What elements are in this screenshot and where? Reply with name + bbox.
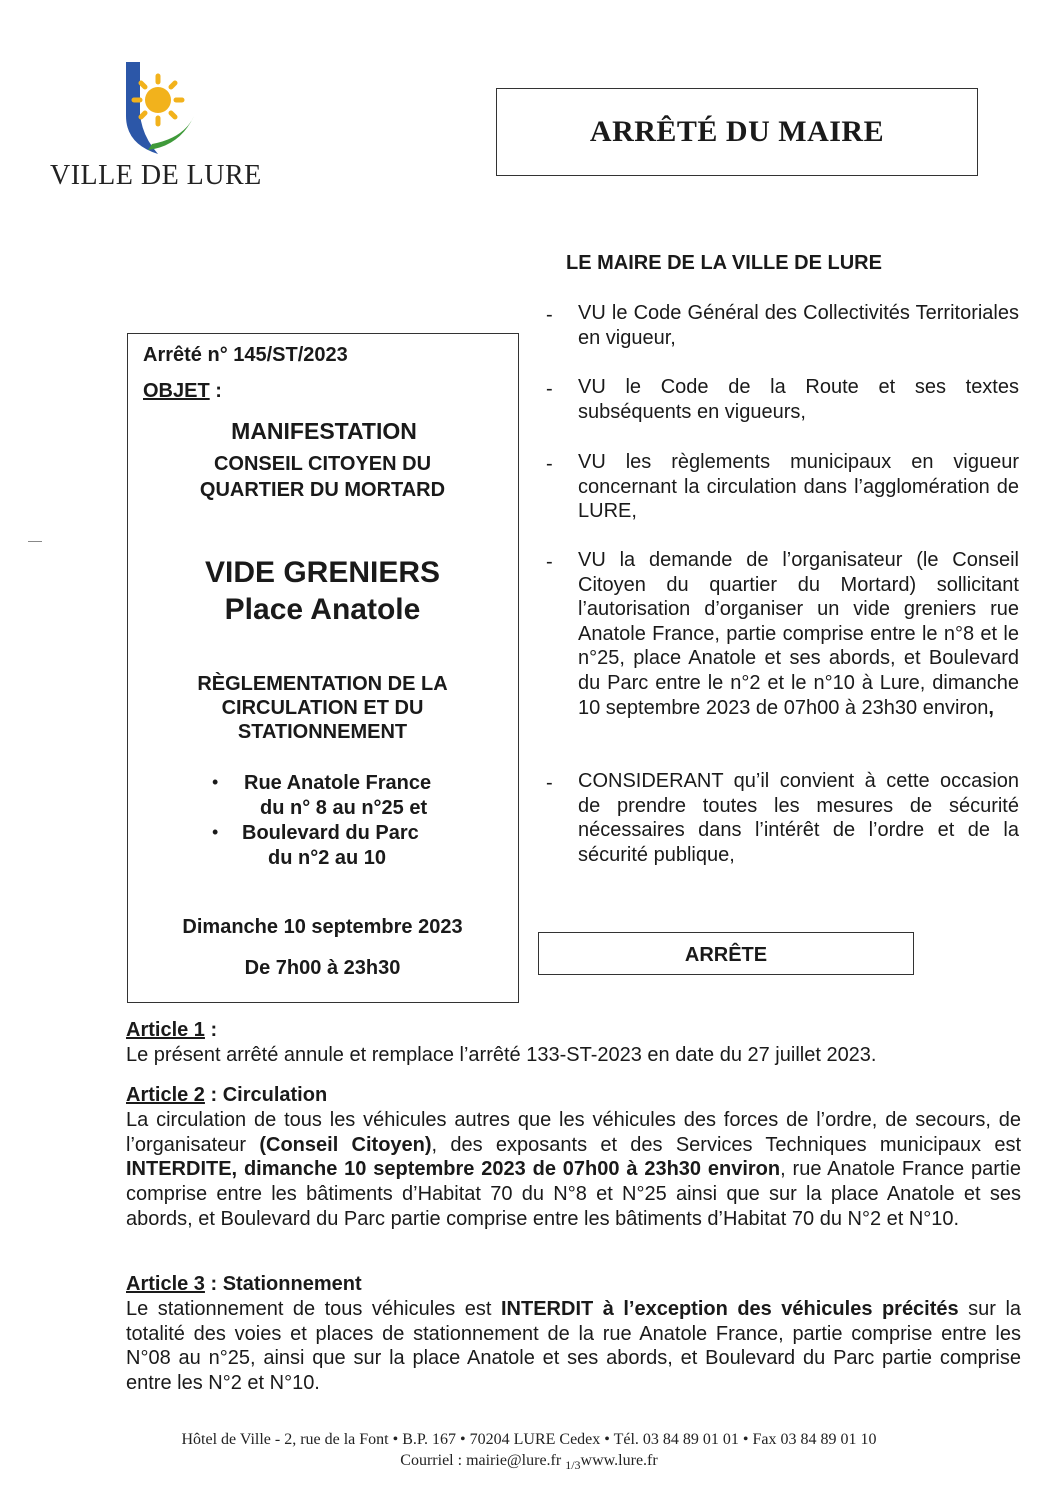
event-date: Dimanche 10 septembre 2023 <box>182 916 463 938</box>
consideration-1: VU le Code Général des Collectivités Territoriales en vigueur, <box>578 302 1019 349</box>
article-2-bold-organizer: (Conseil Citoyen) <box>259 1133 432 1156</box>
article-3 <box>126 1272 1021 1396</box>
article-3-title: : Stationnement <box>204 1273 362 1295</box>
event-name-line-1: VIDE GRENIERS <box>204 556 441 589</box>
event-hours: De 7h00 à 23h30 <box>244 957 401 979</box>
article-1 <box>126 1018 1021 1068</box>
street-2-line-1: Boulevard du Parc <box>242 822 419 844</box>
list-dash: - <box>546 453 553 475</box>
city-name: VILLE DE LURE <box>50 160 262 191</box>
regulation-line-2: CIRCULATION ET DU <box>221 697 424 719</box>
page-number: 1/3 <box>565 1458 581 1472</box>
list-dash: - <box>546 304 553 326</box>
objet-colon: : <box>209 380 222 402</box>
article-3-text-part: sur la totalité des voies et places de stationnement de la rue Anatole France, partie comprise entre les N°08 au n°25, ainsi que sur la place Anatole et ses abords, et Boulevard du Parc partie comprise entre les N°2 et N°10. <box>126 1297 1022 1395</box>
mayor-heading: LE MAIRE DE LA VILLE DE LURE <box>566 252 882 274</box>
article-3-heading <box>126 1272 1021 1297</box>
document-title-box <box>496 88 978 176</box>
organizer-line-2: QUARTIER DU MORTARD <box>199 479 446 501</box>
event-type: MANIFESTATION <box>231 418 417 444</box>
article-2-text-part: La circulation de tous les véhicules autres que les véhicules des forces de l’ordre, de secours, de l’organisateur <box>126 1108 1021 1156</box>
article-1-heading <box>126 1018 1021 1043</box>
article-2-title: : Circulation <box>204 1084 328 1106</box>
decision-box <box>538 932 914 975</box>
consideration-4-comma: , <box>988 696 994 719</box>
footer-contact <box>0 1452 1058 1470</box>
consideration-4 <box>578 548 1019 720</box>
document-title: ARRÊTÉ DU MAIRE <box>589 115 885 148</box>
consideration-2: VU le Code de la Route et ses textes subséquents en vigueurs, <box>578 376 1019 423</box>
street-1-line-1: Rue Anatole France <box>244 772 432 794</box>
article-3-text <box>126 1297 1021 1396</box>
article-2 <box>126 1083 1021 1232</box>
decree-number: Arrêté n° 145/ST/2023 <box>143 344 348 366</box>
article-2-heading <box>126 1083 1021 1108</box>
decision-label: ARRÊTE <box>684 944 768 966</box>
scan-mark <box>28 541 42 542</box>
footer-email: Courriel : mairie@lure.fr <box>400 1452 562 1469</box>
bullet-icon: • <box>212 772 219 792</box>
footer-website: www.lure.fr <box>580 1452 658 1469</box>
footer-address: Hôtel de Ville - 2, rue de la Font • B.P. 167 • 70204 LURE Cedex • Tél. 03 84 89 01 01 • Fax 03 84 89 01 10 <box>181 1431 877 1448</box>
consideration-5: CONSIDERANT qu’il convient à cette occasion de prendre toutes les mesures de sécurité nécessaires dans l’intérêt de l’ordre et de la sécurité publique, <box>578 770 1019 866</box>
organizer-line-1: CONSEIL CITOYEN DU <box>213 453 432 475</box>
summary-box <box>127 333 519 1003</box>
article-2-text-part: , rue Anatole France partie comprise entre les bâtiments d’Habitat 70 du N°8 et N°25 ainsi que sur la place Anatole et ses abords, et Boulevard du Parc partie comprise entre les bâtiments d’Habitat 70 du N°2 et N°10. <box>126 1158 1021 1230</box>
consideration-4-text: VU la demande de l’organisateur (le Conseil Citoyen du quartier du Mortard) sollicitant l’autorisation d’organiser un vide greniers rue Anatole France, partie comprise entre le n°8 et le n°25, place Anatole et ses abords, et Boulevard du Parc entre le n°2 et le n°10 à Lure, dimanche 10 septembre 2023 de 07h00 à 23h30 environ <box>578 549 1019 719</box>
consideration-3: VU les règlements municipaux en vigueur concernant la circulation dans l’agglomération de LURE, <box>578 451 1019 523</box>
list-dash: - <box>546 551 553 573</box>
article-1-label: Article 1 <box>126 1019 205 1041</box>
street-2-line-2: du n°2 au 10 <box>268 847 387 869</box>
street-1-line-2: du n° 8 au n°25 et <box>260 797 428 819</box>
article-2-text-part: , des exposants et des Services Techniques municipaux est <box>431 1133 1022 1156</box>
regulation-line-1: RÈGLEMENTATION DE LA <box>197 673 448 695</box>
list-dash: - <box>546 772 553 794</box>
list-dash: - <box>546 378 553 400</box>
objet-label <box>143 379 222 404</box>
regulation-line-3: STATIONNEMENT <box>237 721 408 743</box>
bullet-icon: • <box>212 822 219 842</box>
article-1-title: : <box>204 1019 218 1041</box>
city-logo <box>118 58 208 158</box>
article-3-bold-interdiction: INTERDIT à l’exception des véhicules précités <box>501 1297 959 1320</box>
logo-sun-icon <box>134 76 182 124</box>
article-2-label: Article 2 <box>126 1084 205 1106</box>
event-name-line-2: Place Anatole <box>224 593 421 626</box>
article-3-label: Article 3 <box>126 1273 205 1295</box>
objet-label-text: OBJET <box>143 380 210 402</box>
article-2-bold-interdiction: INTERDITE, dimanche 10 septembre 2023 de 07h00 à 23h30 environ <box>126 1158 781 1181</box>
article-2-text <box>126 1108 1021 1232</box>
article-1-text: Le présent arrêté annule et remplace l’arrêté 133-ST-2023 en date du 27 juillet 2023. <box>126 1043 877 1066</box>
logo-leaf-icon <box>148 116 194 150</box>
article-3-text-part: Le stationnement de tous véhicules est <box>126 1297 501 1320</box>
